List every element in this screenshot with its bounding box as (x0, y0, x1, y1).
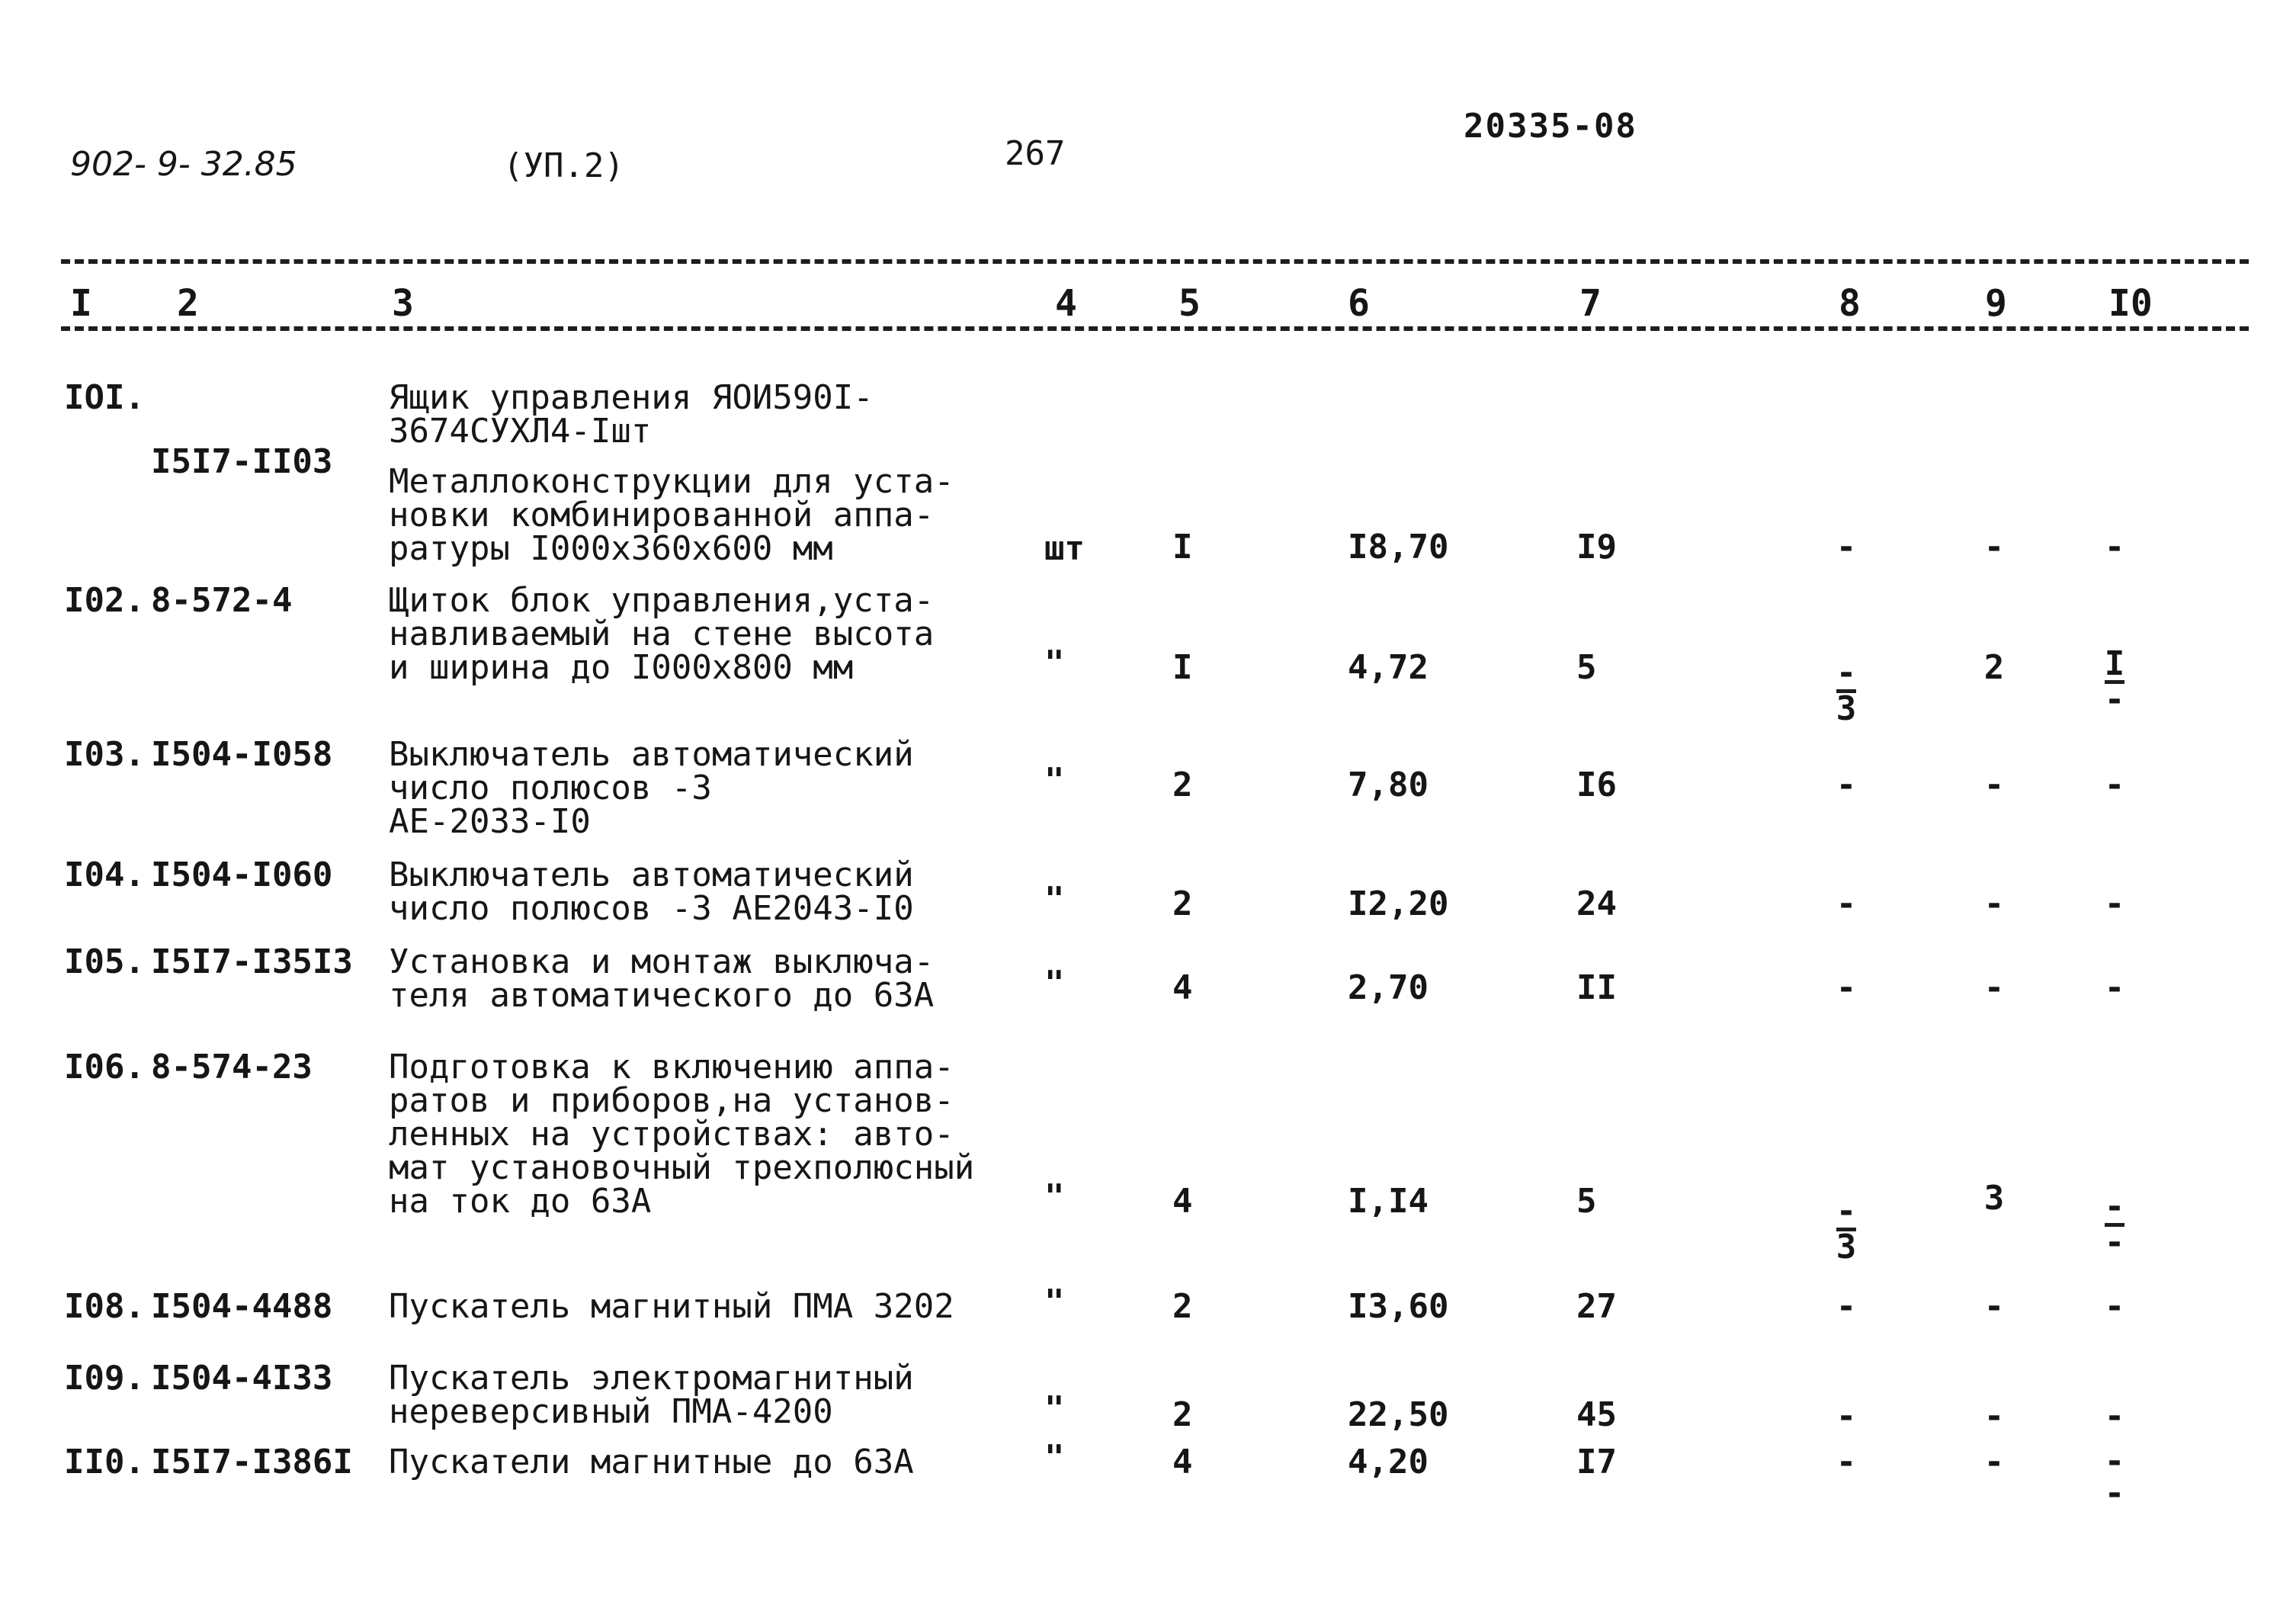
unit-cell: " (1044, 1282, 1065, 1321)
row-number: I05. (64, 942, 145, 981)
row-number: I08. (64, 1287, 145, 1326)
col8-cell: - (1836, 1287, 1857, 1326)
col9-cell: - (1983, 766, 2005, 804)
col10-cell: - (2104, 1287, 2125, 1326)
col10-cell: - (2104, 968, 2125, 1007)
value-cell: 7,80 (1348, 766, 1429, 804)
col9-cell: - (1983, 884, 2005, 923)
col9-cell: 3 (1983, 1179, 2005, 1218)
total-cell: II (1576, 968, 1617, 1007)
description-line: на ток до 63А (389, 1182, 652, 1221)
fraction (2092, 1442, 2137, 1513)
fraction-denominator: 3 (1836, 689, 1857, 728)
description-line: навливаемый на стене высота (389, 615, 935, 653)
quantity-cell: 2 (1172, 1395, 1193, 1434)
col9-cell: - (1983, 1397, 2005, 1436)
col8-cell: - (1836, 1397, 1857, 1436)
description-line: Установка и монтаж выключа- (389, 942, 935, 981)
col10-cell: - (2104, 528, 2125, 567)
description-line: 3674СУХЛ4-Iшт (389, 412, 652, 451)
row-number: II0. (64, 1443, 145, 1481)
quantity-cell: 2 (1172, 884, 1193, 923)
row-number: I06. (64, 1048, 145, 1087)
row-code: I5I7-II03 (151, 442, 333, 481)
unit-cell: " (1044, 880, 1065, 919)
row-description (389, 855, 914, 928)
col9-cell: - (1983, 528, 2005, 567)
unit-cell: " (1044, 1177, 1065, 1216)
description-line: число полюсов -3 (389, 769, 712, 807)
description-line: нереверсивный ПМА-4200 (389, 1392, 833, 1431)
total-cell: I7 (1576, 1443, 1617, 1481)
col8-cell: - (1836, 968, 1857, 1007)
fraction (2092, 644, 2137, 719)
row-code: 8-572-4 (151, 581, 293, 620)
description-line: новки комбинированной аппа- (389, 496, 935, 534)
row-description (389, 1443, 914, 1481)
description-line: Подготовка к включению аппа- (389, 1048, 954, 1087)
col8-cell (1823, 1192, 1869, 1266)
inventory-number: 20335-08 (1464, 107, 1637, 146)
col9-cell: 2 (1983, 648, 2005, 687)
row-code: I504-4488 (151, 1287, 333, 1326)
document-number: 902- 9- 32.85 (70, 145, 297, 184)
column-number-10: I0 (2108, 282, 2153, 325)
unit-cell: " (1044, 1389, 1065, 1428)
row-number: I04. (64, 855, 145, 894)
column-number-7: 7 (1579, 282, 1602, 325)
quantity-cell: 2 (1172, 1287, 1193, 1326)
description-line: ратов и приборов,на установ- (389, 1081, 954, 1120)
col10-cell (2092, 1442, 2137, 1513)
col9-cell: - (1983, 968, 2005, 1007)
quantity-cell: 4 (1172, 968, 1193, 1007)
unit-cell: " (1044, 644, 1065, 682)
column-number-3: 3 (392, 282, 414, 325)
fraction (1823, 653, 1869, 728)
row-description (389, 1359, 914, 1431)
fraction-numerator: - (2104, 1442, 2125, 1481)
value-cell: I8,70 (1348, 528, 1449, 567)
description-line: и ширина до I000х800 мм (389, 648, 854, 687)
col9-cell: - (1983, 1287, 2005, 1326)
row-code: 8-574-23 (151, 1048, 313, 1087)
unit-cell: " (1044, 1438, 1065, 1477)
col8-cell (1823, 653, 1869, 728)
value-cell: 4,20 (1348, 1443, 1429, 1481)
quantity-cell: I (1172, 648, 1193, 687)
description-line: ратуры I000х360х600 мм (389, 529, 833, 568)
description-line: Выключатель автоматический (389, 855, 914, 894)
col9-cell: - (1983, 1443, 2005, 1481)
total-cell: 24 (1576, 884, 1617, 923)
value-cell: I2,20 (1348, 884, 1449, 923)
description-line: Пускатель электромагнитный (389, 1359, 914, 1398)
row-code: I5I7-I35I3 (151, 942, 353, 981)
fraction (1823, 1192, 1869, 1266)
column-number-2: 2 (177, 282, 199, 325)
row-code: I504-4I33 (151, 1359, 333, 1398)
table-top-rule (61, 259, 2249, 264)
row-description (389, 581, 935, 687)
col8-cell: - (1836, 1443, 1857, 1481)
unit-cell: " (1044, 964, 1065, 1003)
row-code: I5I7-I386I (151, 1443, 353, 1481)
column-number-9: 9 (1985, 282, 2007, 325)
col8-cell: - (1836, 528, 1857, 567)
row-description (389, 942, 935, 1015)
description-line: Пускатели магнитные до 63А (389, 1443, 914, 1481)
description-line: Металлоконструкции для уста- (389, 462, 954, 501)
description-line: число полюсов -3 АЕ2043-I0 (389, 889, 914, 928)
column-number-4: 4 (1055, 282, 1077, 325)
total-cell: 5 (1576, 648, 1597, 687)
column-number-6: 6 (1348, 282, 1370, 325)
unit-cell: " (1044, 761, 1065, 800)
row-description (389, 378, 954, 568)
volume-label: (УП.2) (503, 146, 624, 185)
col10-cell (2092, 644, 2137, 719)
value-cell: I3,60 (1348, 1287, 1449, 1326)
value-cell: 22,50 (1348, 1395, 1449, 1434)
fraction-denominator: - (2104, 1474, 2125, 1513)
description-line: теля автоматического до 63А (389, 976, 935, 1015)
description-line: Ящик управления ЯОИ590I- (389, 378, 874, 417)
row-code: I504-I058 (151, 735, 333, 774)
fraction-denominator: - (2104, 680, 2125, 719)
value-cell: I,I4 (1348, 1182, 1429, 1221)
fraction-numerator: - (1836, 1192, 1857, 1231)
unit-cell: шт (1044, 529, 1085, 568)
quantity-cell: 4 (1172, 1182, 1193, 1221)
value-cell: 2,70 (1348, 968, 1429, 1007)
row-number: IOI. (64, 378, 145, 417)
total-cell: 5 (1576, 1182, 1597, 1221)
description-line: ленных на устройствах: авто- (389, 1115, 954, 1154)
quantity-cell: 2 (1172, 766, 1193, 804)
quantity-cell: 4 (1172, 1443, 1193, 1481)
col10-cell: - (2104, 766, 2125, 804)
fraction-denominator: - (2104, 1223, 2125, 1262)
total-cell: I6 (1576, 766, 1617, 804)
row-number: I09. (64, 1359, 145, 1398)
col10-cell (2092, 1187, 2137, 1262)
fraction-denominator: 3 (1836, 1228, 1857, 1266)
total-cell: I9 (1576, 528, 1617, 567)
page-number: 267 (1005, 134, 1066, 173)
total-cell: 27 (1576, 1287, 1617, 1326)
description-line: Пускатель магнитный ПМА 3202 (389, 1287, 954, 1326)
col10-cell: - (2104, 884, 2125, 923)
column-number-1: I (70, 282, 92, 325)
col10-cell: - (2104, 1397, 2125, 1436)
row-number: I03. (64, 735, 145, 774)
row-description (389, 735, 914, 841)
column-number-8: 8 (1839, 282, 1861, 325)
quantity-cell: I (1172, 528, 1193, 567)
col8-cell: - (1836, 766, 1857, 804)
table-header-rule (61, 326, 2249, 331)
col8-cell: - (1836, 884, 1857, 923)
fraction-numerator: - (1836, 653, 1857, 692)
description-line: Щиток блок управления,уста- (389, 581, 935, 620)
row-description (389, 1287, 954, 1326)
fraction-numerator: - (2104, 1187, 2125, 1226)
row-code: I504-I060 (151, 855, 333, 894)
description-line: Выключатель автоматический (389, 735, 914, 774)
column-number-5: 5 (1178, 282, 1201, 325)
fraction (2092, 1187, 2137, 1262)
description-line: АЕ-2033-I0 (389, 802, 591, 841)
total-cell: 45 (1576, 1395, 1617, 1434)
row-number: I02. (64, 581, 145, 620)
row-description (389, 1048, 975, 1221)
value-cell: 4,72 (1348, 648, 1429, 687)
fraction-numerator: I (2104, 644, 2125, 683)
description-line: мат установочный трехполюсный (389, 1148, 975, 1187)
